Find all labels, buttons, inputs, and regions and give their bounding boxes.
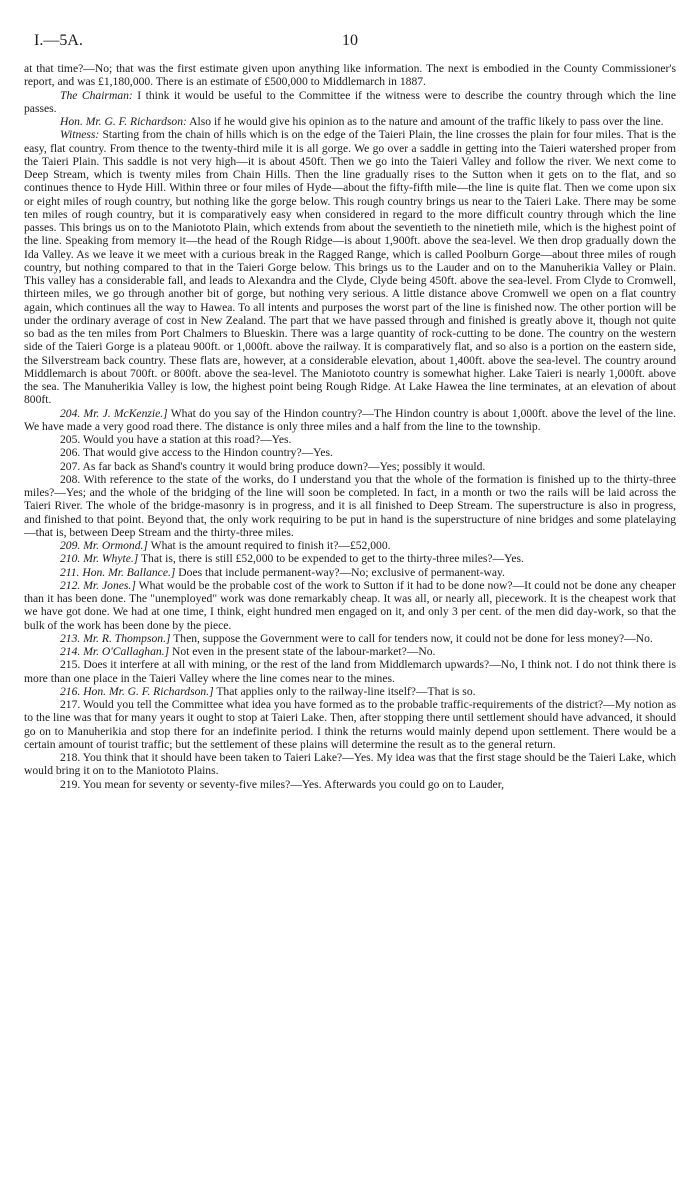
paragraph-text: 205. Would you have a station at this road?—Yes. [60, 433, 292, 446]
paragraph-text: Starting from the chain of hills which is on the edge of the Taieri Plain, the line crosses the plain for four miles. That is the easy, flat country. From thence to the twenty-third mile it is all gorge. We go over a saddle in getting into the Taieri watershed proper from the Taieri Plain. This saddle is not very high—it is about 450ft. Then we go into the Taieri Valley and follow the river. We next come to Deep Stream, which is twenty miles from Chain Hills. Then the line gradually rises to the Sutton when it gets on to the flat, and so continues thence to Hyde Hill. Within three or four miles of Hyde—about the fifty-fifth mile—the line is quite flat. Then we come upon six or eight miles of rough country, but nothing like the gorge below. This rough country brings us near to the Taieri Lake. There may be some ten miles of rough country, but it is comparatively easy when considered in regard to the more difficult country through which the line passes. This brings us on to the Maniototo Plain, which extends from about the seventieth to the ninetieth mile, which is the highest point of the line. Speaking from memory it—the head of the Rough Ridge—is about 1,900ft. above the sea-level. We then drop gradually down the Ida Valley. As we leave it we meet with a curious break in the Ragged Range, which is called Poolburn Gorge—about three miles of rough country, but nothing compared to that in the Taieri Gorge below. This brings us to the Lauder and on to the Manuherikia Valley or Plain. This valley has a considerable fall, and leads to Alexandra and the Clyde, Clyde being 450ft. above the sea-level. From Clyde to Cromwell, thirteen miles, we go through another bit of gorge, but nothing very serious. A little distance above Cromwell we open on a flat country again, which continues all the way to Hawea. To all intents and purposes the worst part of the line is finished now. The other portion will be under the ordinary average of cost in New Zealand. The part that we have passed through and finished is greatly above it, though not quite so bad as the ten miles from Port Chalmers to Blueskin. There was a large quantity of rock-cutting to be done. The country on the western side of the Taieri Gorge is a plateau 900ft. or 1,000ft. above the railway. It is comparatively flat, and so also is a portion on the eastern side, the Silverstream back country. These flats are, however, at a considerable elevation, about 1,400ft. above the sea-level. The country around Middlemarch is about 700ft. or 800ft. above the sea-level. The Maniototo country is somewhat higher. Lake Taieri is nearly 1,000ft. above the sea. The Manuherikia Valley is low, the highest point being Rough Ridge. At Lake Hawea the line terminates, at an elevation of about 800ft. [24, 128, 676, 407]
paragraph-text: I think it would be useful to the Committee if the witness were to describe the country through which the line passes. [24, 88, 676, 115]
paragraph-text: 219. You mean for seventy or seventy-five miles?—Yes. Afterwards you could go on to Lauder, [60, 777, 504, 791]
paragraph [24, 89, 676, 116]
paragraph-text: 217. Would you tell the Committee what idea you have formed as to the probable traffic-requirements of the district?—My notion as to the line was that for many years it ought to stop at Taieri Lake. Then, after stopping there until settlement should have advanced, it should go on to Manuherikia and stop there for an indefinite period. I think the returns would mainly depend upon settlement. There would be a certain amount of tourist traffic; but the settlement of these plains will determine the result as to the general return. [24, 698, 676, 751]
paragraph [24, 433, 676, 446]
speaker-label: 216. Hon. Mr. G. F. Richardson.] [60, 684, 214, 698]
paragraph-text: 215. Does it interfere at all with mining, or the rest of the land from Middlemarch upwards?—No, I think not. I do not think there is more than one place in the Taieri Valley where the line comes near to the mines. [24, 658, 676, 685]
paragraph-text: 208. With reference to the state of the works, do I understand you that the whole of the formation is finished up to the thirty-three miles?—Yes; and the whole of the bridging of the line will soon be completed. In fact, in a month or two the rails will be laid across the Taieri River. The whole of the bridge-masonry is in progress, and it is all finished to Deep Stream. The superstructure is also in progress, and finished to that point. Beyond that, the only work requiring to be put in hand is the superstructure of nine bridges and some platelaying—that is, between Deep Stream and the thirty-three miles. [24, 472, 676, 539]
speaker-label: 209. Mr. Ormond.] [60, 539, 148, 552]
paragraph [24, 128, 676, 406]
paragraph-text: What would be the probable cost of the work to Sutton if it had to be done now?—It could not be done any cheaper than it has been done. The "unemployed" work was done remarkably cheap. It was all, or nearly all, piecework. It is the cheapest work that we have got done. We had at one time, I think, eight hundred men engaged on it, and only 3 per cent. of the men did day-work, so that the bulk of the work has been done by the piece. [24, 578, 676, 632]
paragraph [24, 751, 676, 778]
paragraph [24, 446, 676, 459]
speaker-label: 210. Mr. Whyte.] [60, 552, 139, 566]
paragraph-text: That applies only to the railway-line itself?—That is so. [216, 684, 476, 698]
speaker-label: 211. Hon. Mr. Ballance.] [60, 565, 176, 579]
paragraph-text: What do you say of the Hindon country?—The Hindon country is about 1,000ft. above the level of the line. We have made a very good road there. The distance is only three miles and a half from the line to the township. [24, 406, 676, 433]
paragraph [24, 579, 676, 632]
paragraph [24, 62, 676, 89]
speaker-label: 212. Mr. Jones.] [60, 578, 136, 592]
paragraph [24, 115, 676, 128]
paragraph-text: at that time?—No; that was the first estimate given upon anything like information. The next is embodied in the County Commissioner's report, and was £1,180,000. There is an estimate of £500,000 to Middlemarch in 1887. [24, 62, 676, 89]
speaker-label: The Chairman: [60, 88, 133, 102]
document-body [24, 62, 676, 791]
paragraph-text: Does that include permanent-way?—No; exclusive of permanent-way. [178, 565, 505, 579]
paragraph [24, 632, 676, 645]
paragraph [24, 698, 676, 751]
paragraph [24, 658, 676, 685]
paragraph [24, 566, 676, 579]
paragraph-text: Also if he would give his opinion as to the nature and amount of the traffic likely to pass over the line. [189, 115, 664, 128]
speaker-label: 204. Mr. J. McKenzie.] [60, 406, 168, 420]
speaker-label: Witness: [60, 128, 100, 142]
paragraph [24, 473, 676, 539]
paragraph [24, 407, 676, 434]
paragraph [24, 685, 676, 698]
speaker-label: 214. Mr. O'Callaghan.] [60, 645, 170, 658]
paragraph [24, 539, 676, 552]
paragraph [24, 778, 676, 791]
paragraph-text: 207. As far back as Shand's country it would bring produce down?—Yes; possibly it would. [60, 459, 486, 473]
paragraph [24, 552, 676, 565]
paragraph-text: 206. That would give access to the Hindon country?—Yes. [60, 446, 333, 460]
paragraph [24, 645, 676, 658]
paragraph-text: 218. You think that it should have been taken to Taieri Lake?—Yes. My idea was that the first stage should be the Taieri Lake, which would bring it on to the Maniototo Plains. [24, 751, 676, 778]
speaker-label: Hon. Mr. G. F. Richardson: [60, 115, 187, 128]
paragraph-text: Then, suppose the Government were to call for tenders now, it could not be done for less money?—No. [173, 631, 653, 645]
paragraph [24, 460, 676, 473]
page-number: 10 [342, 32, 358, 49]
speaker-label: 213. Mr. R. Thompson.] [60, 631, 171, 645]
page-header [24, 22, 676, 62]
report-reference: I.—5A. [34, 32, 83, 49]
paragraph-text: Not even in the present state of the labour-market?—No. [172, 645, 436, 658]
paragraph-text: What is the amount required to finish it?—£52,000. [150, 539, 391, 552]
paragraph-text: That is, there is still £52,000 to be expended to get to the thirty-three miles?—Yes. [140, 552, 524, 566]
